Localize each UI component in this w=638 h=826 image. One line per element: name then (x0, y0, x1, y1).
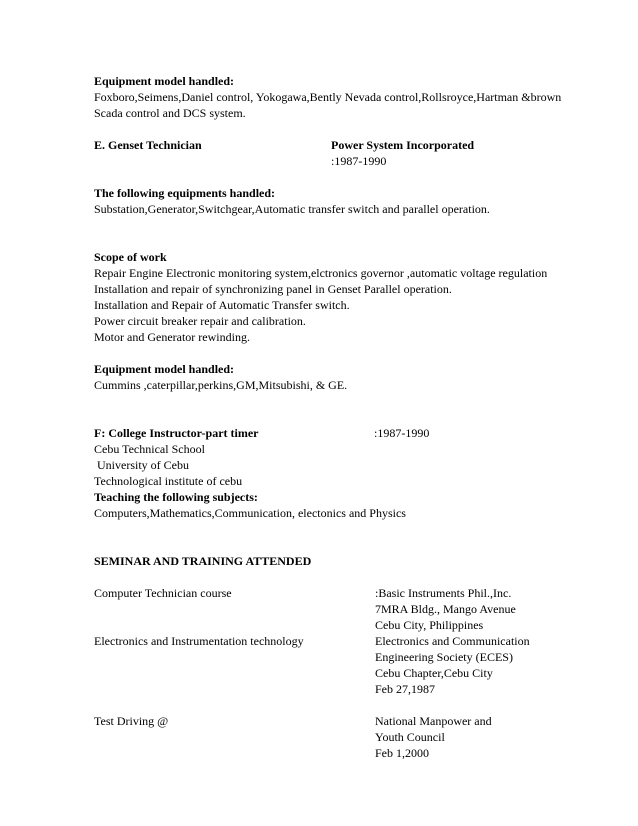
instructor-dates: :1987-1990 (374, 426, 430, 440)
seminar-name: Test Driving @ (94, 714, 169, 728)
equipments-heading: The following equipments handled: (94, 186, 276, 200)
equipment-heading: Equipment model handled: (94, 74, 235, 88)
seminar-detail: Cebu Chapter,Cebu City (375, 666, 493, 680)
seminar-detail: Feb 27,1987 (375, 682, 435, 696)
subjects-line: Computers,Mathematics,Communication, electonics and Physics (94, 506, 406, 520)
seminar-detail: Engineering Society (ECES) (375, 650, 513, 664)
seminar-detail: Cebu City, Philippines (375, 618, 484, 632)
instructor-header (94, 425, 604, 441)
seminar-name: Electronics and Instrumentation technology (94, 634, 304, 648)
school-name: University of Cebu (94, 458, 189, 472)
scope-line: Motor and Generator rewinding. (94, 330, 250, 344)
seminar-detail: National Manpower and (375, 714, 492, 728)
scope-line: Installation and repair of synchronizing panel in Genset Parallel operation. (94, 282, 452, 296)
equipment-line: Foxboro,Seimens,Daniel control, Yokogawa,Bently Nevada control,Rollsroyce,Hartman &brown (94, 90, 562, 104)
seminar-heading: SEMINAR AND TRAINING ATTENDED (94, 554, 312, 568)
model-line: Cummins ,caterpillar,perkins,GM,Mitsubishi, & GE. (94, 378, 348, 392)
job-title: E. Genset Technician (94, 138, 202, 152)
seminar-item (94, 713, 604, 729)
job-dates: :1987-1990 (331, 154, 387, 168)
genset-header (94, 137, 604, 153)
school-name: Technological institute of cebu (94, 474, 243, 488)
instructor-title: F: College Instructor-part timer (94, 426, 259, 440)
equipment-line: Scada control and DCS system. (94, 106, 246, 120)
scope-line: Power circuit breaker repair and calibration. (94, 314, 306, 328)
subjects-heading: Teaching the following subjects: (94, 490, 258, 504)
company-name: Power System Incorporated (331, 138, 475, 152)
seminar-detail: Youth Council (375, 730, 445, 744)
scope-line: Installation and Repair of Automatic Transfer switch. (94, 298, 350, 312)
seminar-detail: Electronics and Communication (375, 634, 530, 648)
school-name: Cebu Technical School (94, 442, 205, 456)
seminar-item (94, 633, 604, 649)
seminar-detail: :Basic Instruments Phil.,Inc. (375, 586, 512, 600)
scope-line: Repair Engine Electronic monitoring system,elctronics governor ,automatic voltage regulation (94, 266, 548, 280)
seminar-detail: 7MRA Bldg., Mango Avenue (375, 602, 516, 616)
scope-heading: Scope of work (94, 250, 167, 264)
resume-page (94, 73, 604, 761)
seminar-detail: Feb 1,2000 (375, 746, 429, 760)
seminar-name: Computer Technician course (94, 586, 232, 600)
model-heading: Equipment model handled: (94, 362, 235, 376)
equipments-line: Substation,Generator,Switchgear,Automatic transfer switch and parallel operation. (94, 202, 490, 216)
seminar-item (94, 585, 604, 601)
